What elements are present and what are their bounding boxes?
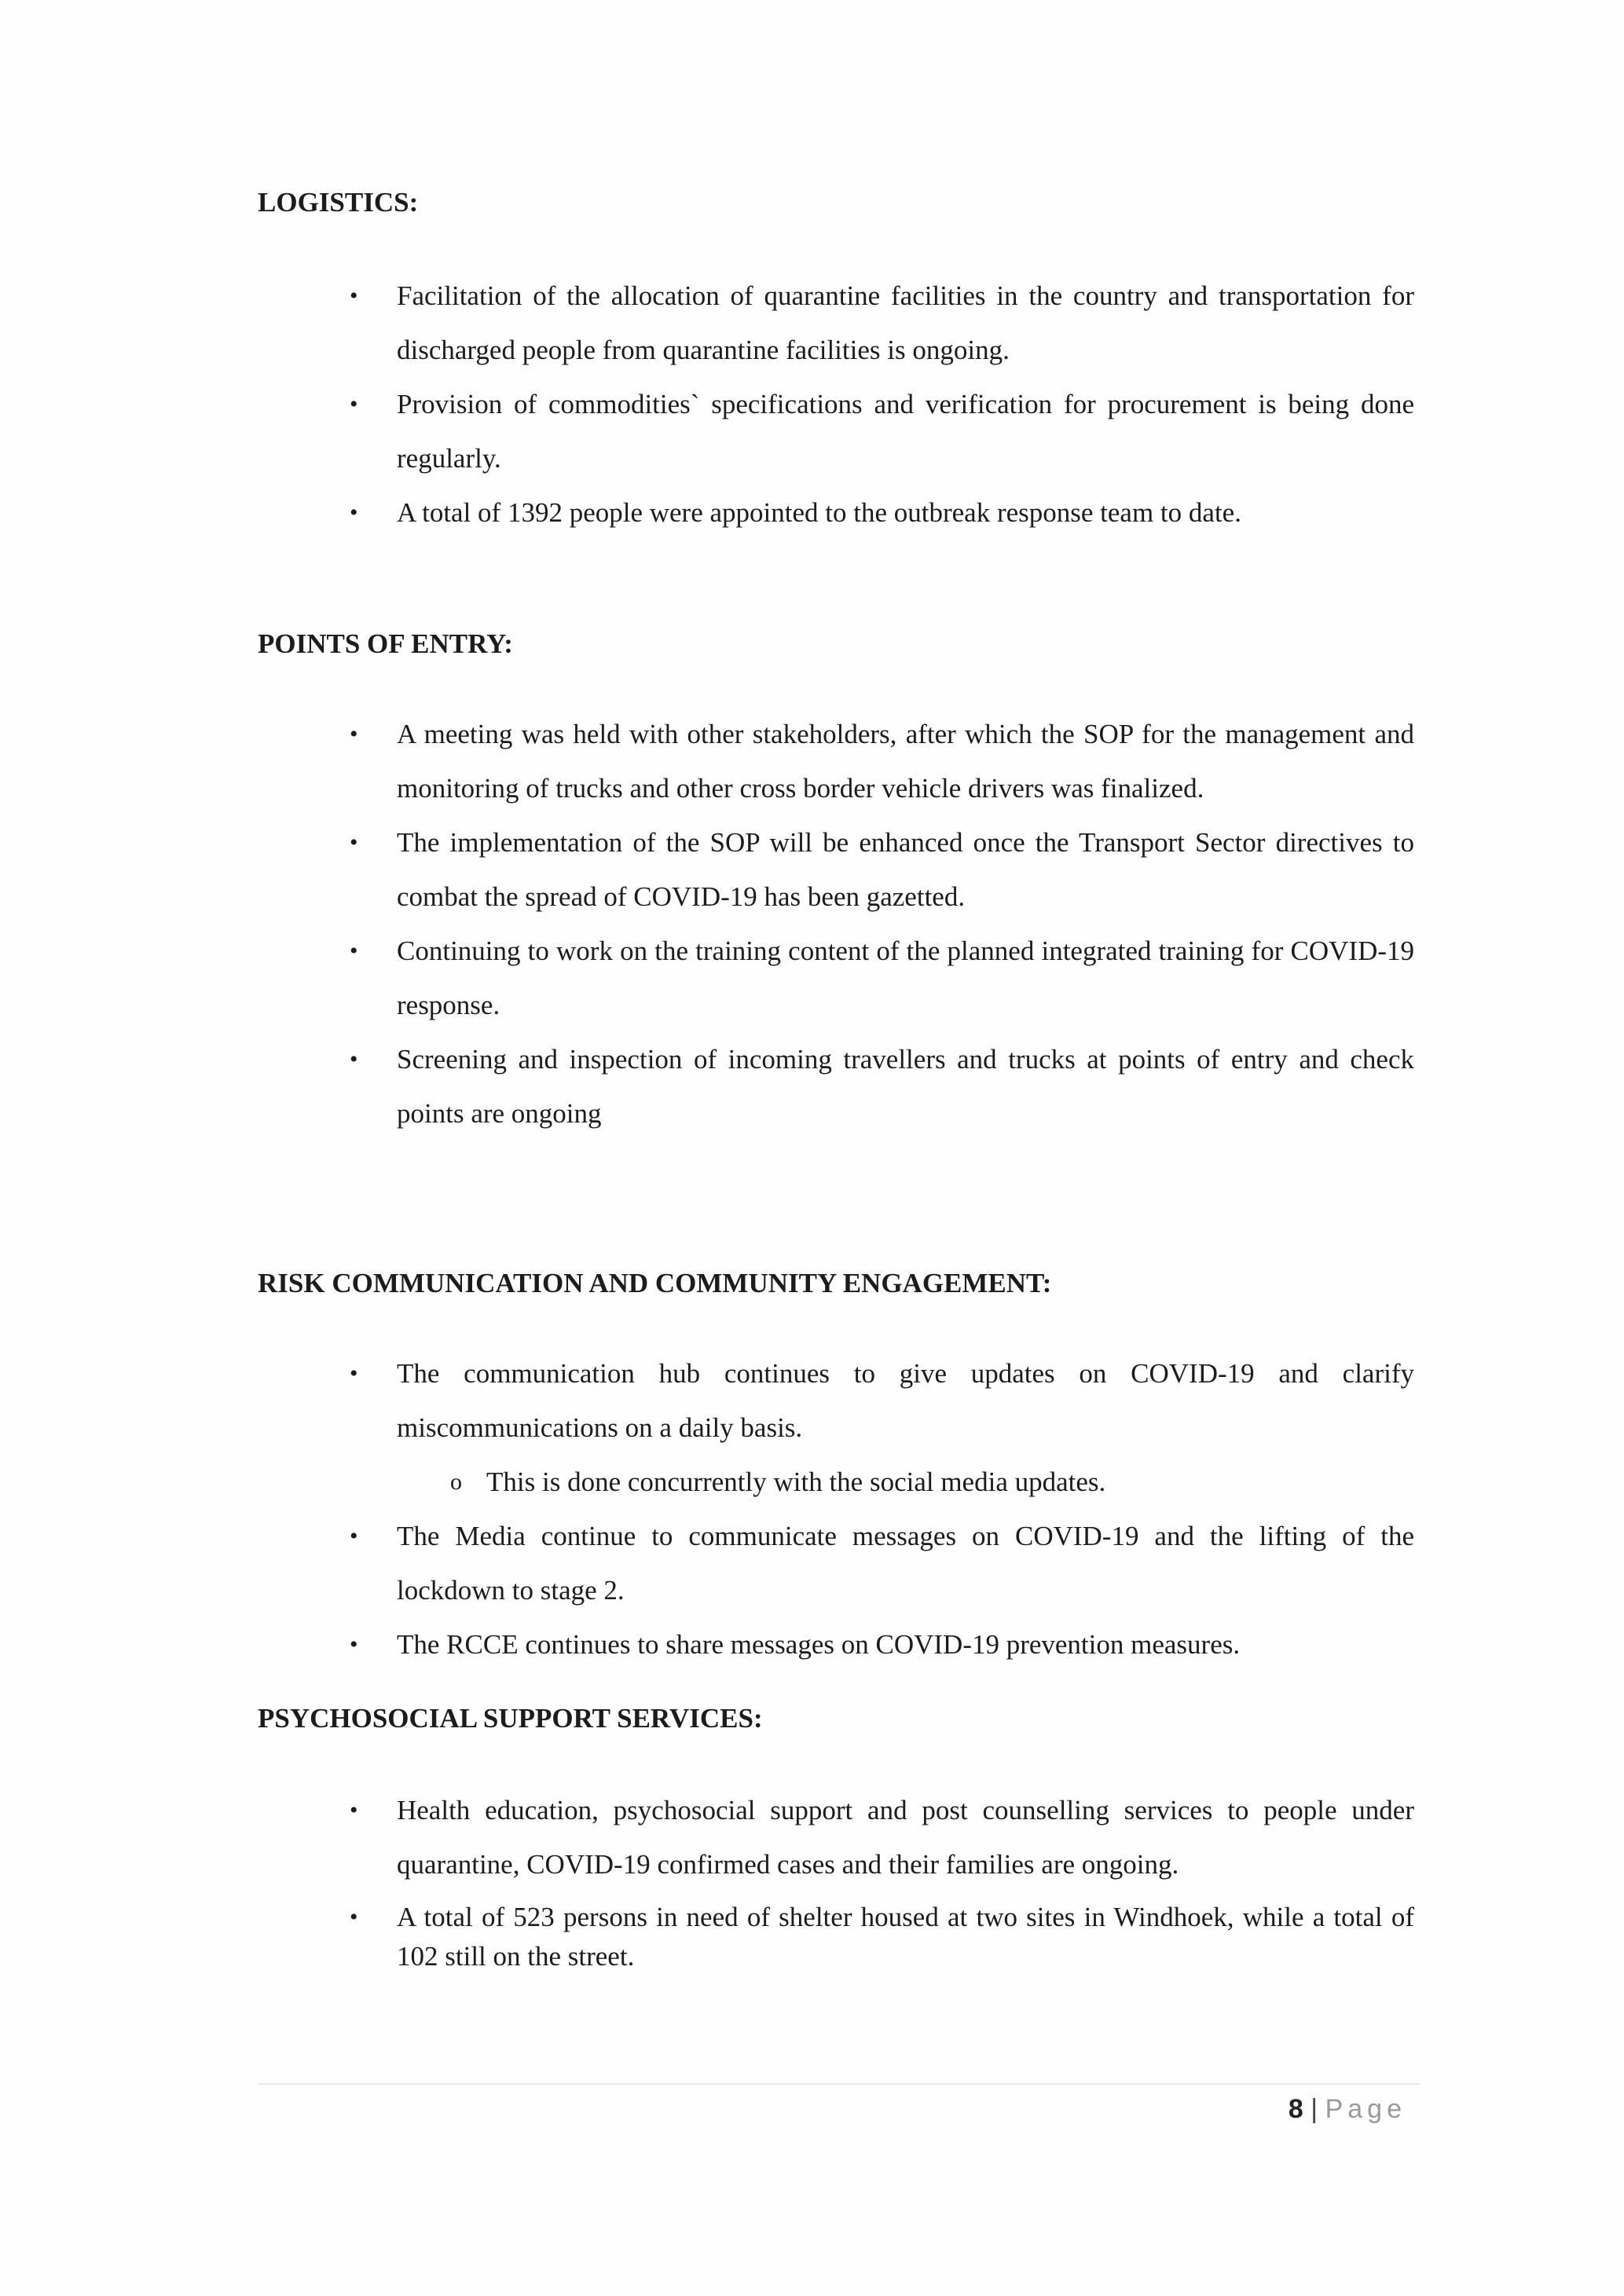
bullet-icon: • bbox=[350, 1904, 358, 1930]
list-item-text: Continuing to work on the training content of the planned integrated training for COVID-19 response. bbox=[397, 936, 1414, 1020]
section-psychosocial-support bbox=[258, 1703, 1421, 1976]
list-item-text: The implementation of the SOP will be enhanced once the Transport Sector directives to combat the spread of COVID-19 has been gazetted. bbox=[397, 827, 1414, 912]
bullet-icon: • bbox=[350, 1631, 358, 1657]
section-heading: LOGISTICS: bbox=[258, 187, 419, 218]
list-item bbox=[258, 1346, 1414, 1509]
list-item bbox=[258, 924, 1414, 1032]
list-item bbox=[258, 1783, 1414, 1891]
list-item-text: A total of 523 persons in need of shelter housed at two sites in Windhoek, while a total of 102 still on the street. bbox=[397, 1902, 1414, 1972]
bullet-list bbox=[258, 1783, 1421, 1976]
section-heading: POINTS OF ENTRY: bbox=[258, 628, 513, 659]
bullet-icon: • bbox=[350, 391, 358, 417]
bullet-icon: • bbox=[350, 1360, 358, 1386]
bullet-list bbox=[258, 269, 1421, 540]
bullet-icon: • bbox=[350, 1797, 358, 1823]
bullet-icon: • bbox=[350, 721, 358, 747]
list-item-text: Provision of commodities` specifications and verification for procurement is being done regularly. bbox=[397, 389, 1414, 474]
sub-list-item bbox=[258, 1455, 1414, 1509]
list-item bbox=[258, 707, 1414, 815]
bullet-icon: • bbox=[350, 1046, 358, 1072]
page-label: Page bbox=[1325, 2094, 1406, 2124]
section-logistics bbox=[258, 187, 1421, 540]
list-item-text: The Media continue to communicate messages on COVID-19 and the lifting of the lockdown to stage 2. bbox=[397, 1521, 1414, 1606]
list-item-text: Facilitation of the allocation of quarantine facilities in the country and transportation for discharged people from quarantine facilities is ongoing. bbox=[397, 280, 1414, 365]
page-number-value: 8 bbox=[1288, 2094, 1303, 2124]
list-item-text: Health education, psychosocial support and post counselling services to people under quarantine, COVID-19 confirmed cases and their families are ongoing. bbox=[397, 1795, 1414, 1880]
list-item-text: The communication hub continues to give updates on COVID-19 and clarify miscommunications on a daily basis. bbox=[397, 1358, 1414, 1443]
bullet-icon: • bbox=[350, 829, 358, 855]
list-item bbox=[258, 269, 1414, 377]
bullet-icon: • bbox=[350, 283, 358, 309]
list-item-text: Screening and inspection of incoming travellers and trucks at points of entry and check points are ongoing bbox=[397, 1044, 1414, 1129]
section-heading: RISK COMMUNICATION AND COMMUNITY ENGAGEMENT: bbox=[258, 1268, 1052, 1298]
bullet-icon: • bbox=[350, 1523, 358, 1549]
list-item-text: A meeting was held with other stakeholders, after which the SOP for the management and monitoring of trucks and other cross border vehicle drivers was finalized. bbox=[397, 719, 1414, 804]
list-item-text: A total of 1392 people were appointed to the outbreak response team to date. bbox=[397, 497, 1241, 528]
list-item bbox=[258, 1509, 1414, 1617]
list-item bbox=[258, 1032, 1414, 1141]
page-number-separator: | bbox=[1311, 2094, 1318, 2124]
section-heading: PSYCHOSOCIAL SUPPORT SERVICES: bbox=[258, 1703, 763, 1734]
sub-list-item-text: This is done concurrently with the social media updates. bbox=[486, 1467, 1106, 1497]
list-item bbox=[258, 485, 1414, 540]
list-item-text: The RCCE continues to share messages on COVID-19 prevention measures. bbox=[397, 1629, 1241, 1660]
list-item bbox=[258, 1898, 1414, 1976]
bullet-icon: • bbox=[350, 500, 358, 525]
section-risk-communication bbox=[258, 1268, 1421, 1672]
hollow-circle-bullet-icon: o bbox=[450, 1469, 462, 1495]
bullet-icon: • bbox=[350, 938, 358, 964]
bullet-list bbox=[258, 1346, 1421, 1672]
bullet-list bbox=[258, 707, 1421, 1141]
page-number bbox=[1273, 2094, 1406, 2125]
footer-divider bbox=[258, 2083, 1421, 2085]
list-item bbox=[258, 815, 1414, 924]
list-item bbox=[258, 377, 1414, 485]
list-item bbox=[258, 1617, 1414, 1672]
section-points-of-entry bbox=[258, 628, 1421, 1141]
